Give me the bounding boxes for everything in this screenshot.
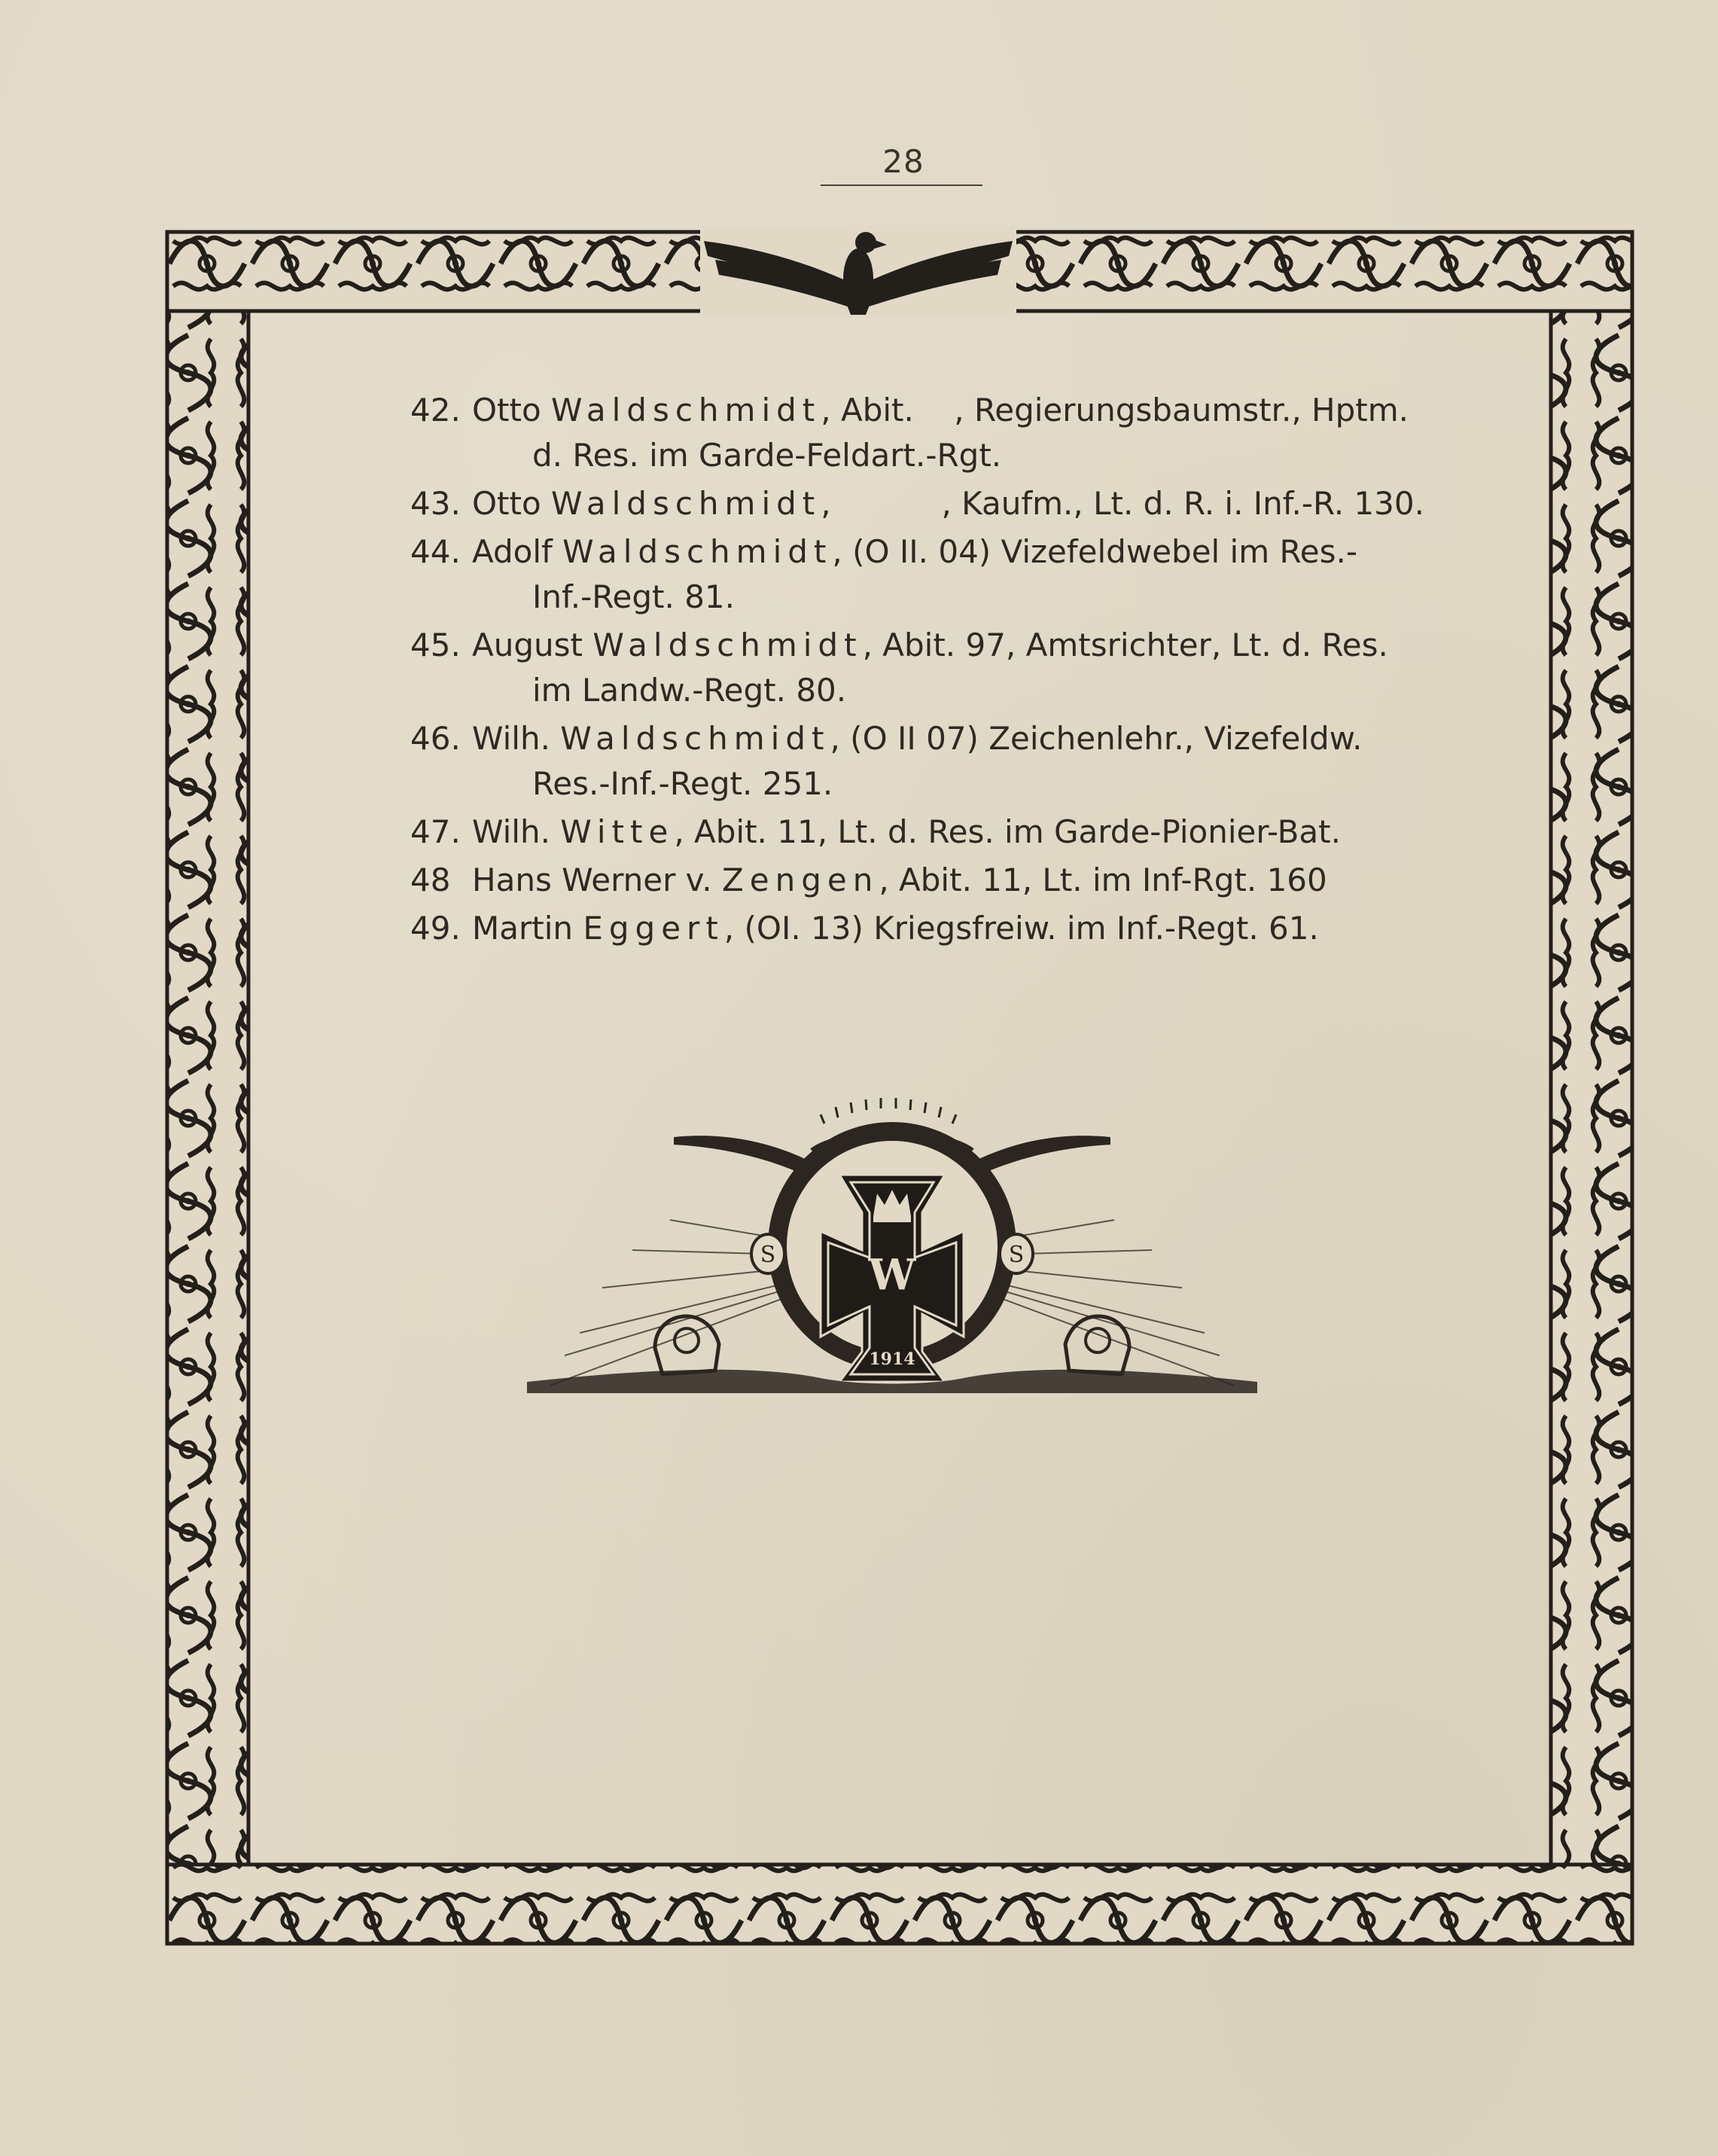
emblem-right-letter: S: [1008, 1242, 1025, 1268]
entry-number: 44.: [410, 533, 461, 570]
entry-surname: Waldschmidt: [560, 720, 830, 757]
entry-given-name: Otto: [472, 485, 552, 522]
eagle-icon: [700, 226, 1016, 316]
entry-list: [410, 388, 1424, 954]
list-item: [410, 481, 1424, 526]
entry-continuation: d. Res. im Garde-Feldart.-Rgt.: [532, 437, 1002, 474]
entry-number: 42.: [410, 392, 461, 428]
entry-details: , (O II 07) Zeichenlehr., Vizefeldw.: [830, 720, 1363, 757]
entry-number: 47.: [410, 813, 461, 850]
entry-number: 46.: [410, 720, 461, 757]
emblem-letter: W: [868, 1250, 916, 1300]
entry-surname: Waldschmidt: [551, 392, 821, 428]
crown-rays: [821, 1098, 956, 1124]
helmet-icon: [655, 1316, 719, 1374]
entry-surname: Eggert: [583, 910, 724, 947]
list-item: [410, 388, 1412, 478]
entry-details: , , Kaufm., Lt. d. R. i. Inf.-R. 130.: [821, 485, 1424, 522]
list-item: [410, 810, 1412, 855]
list-item: [410, 716, 1412, 807]
entry-details: , Abit. 11, Lt. d. Res. im Garde-Pionier-Bat.: [674, 813, 1341, 850]
entry-details: , Abit. 11, Lt. im Inf-Rgt. 160: [879, 861, 1327, 898]
entry-details: , (O II. 04) Vizefeldwebel im Res.-: [832, 533, 1358, 570]
entry-details: , (OI. 13) Kriegsfreiw. im Inf.-Regt. 61.: [723, 910, 1319, 947]
helmet-icon: [1065, 1316, 1129, 1374]
entry-given-name: Wilh.: [472, 720, 561, 757]
entry-given-name: Martin: [472, 910, 583, 947]
entry-continuation: Res.-Inf.-Regt. 251.: [532, 765, 833, 802]
entry-details: , Abit. 97, Amtsrichter, Lt. d. Res.: [862, 627, 1388, 663]
entry-number: 48: [410, 861, 451, 898]
list-item: [410, 529, 1412, 620]
entry-continuation: Inf.-Regt. 81.: [532, 578, 736, 615]
entry-details: , Abit. , Regierungsbaumstr., Hptm.: [821, 392, 1409, 428]
entry-number: 49.: [410, 910, 461, 947]
entry-surname: Waldschmidt: [551, 485, 821, 522]
iron-cross-crown-icon: [519, 1084, 1265, 1401]
entry-given-name: August: [472, 627, 593, 663]
entry-given-name: Adolf: [472, 533, 563, 570]
entry-surname: Waldschmidt: [562, 533, 833, 570]
emblem-year: 1914: [869, 1349, 915, 1369]
list-item: [410, 623, 1412, 713]
list-item: [410, 858, 1412, 903]
page-number: 28: [882, 143, 924, 180]
entry-surname: Zengen: [721, 861, 879, 898]
emblem-left-letter: S: [760, 1242, 776, 1268]
entry-given-name: Wilh.: [472, 813, 561, 850]
entry-given-name: Hans Werner v.: [472, 861, 722, 898]
entry-surname: Waldschmidt: [592, 627, 863, 663]
entry-continuation: im Landw.-Regt. 80.: [532, 672, 847, 709]
entry-number: 43.: [410, 485, 461, 522]
entry-given-name: Otto: [472, 392, 552, 428]
entry-surname: Witte: [560, 813, 675, 850]
entry-number: 45.: [410, 627, 461, 663]
list-item: [410, 906, 1412, 951]
